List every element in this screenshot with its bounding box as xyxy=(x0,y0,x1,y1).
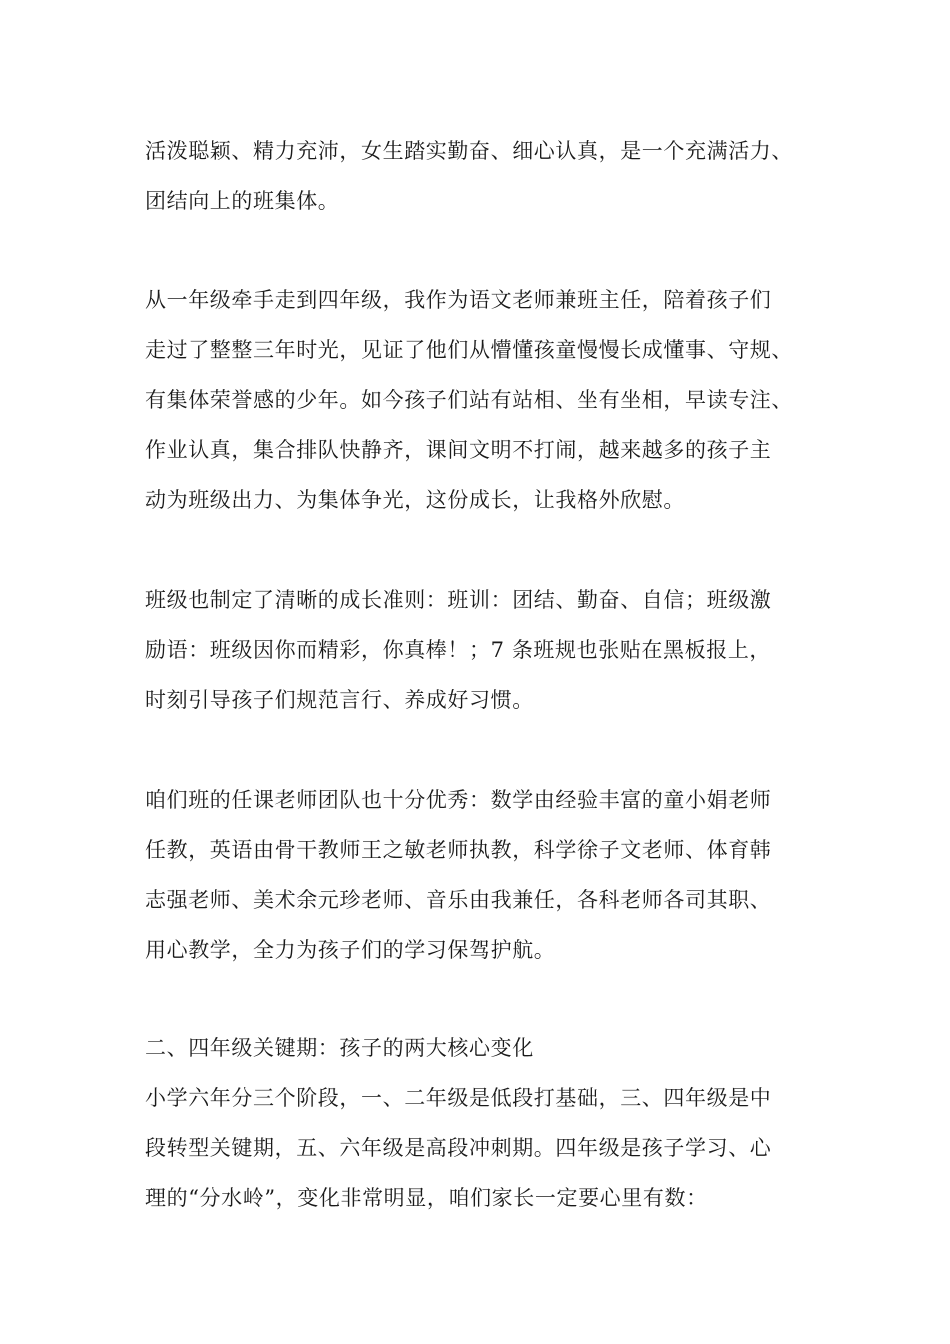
text-line: 任教，英语由骨干教师王之敏老师执教，科学徐子文老师、体育韩 xyxy=(145,838,772,862)
text-line: 用心教学，全力为孩子们的学习保驾护航。 xyxy=(145,938,556,962)
text-line: 小学六年分三个阶段，一、二年级是低段打基础，三、四年级是中 xyxy=(145,1086,772,1110)
section-heading: 二、四年级关键期：孩子的两大核心变化 xyxy=(145,1036,534,1060)
text-line: 有集体荣誉感的少年。如今孩子们站有站相、坐有坐相，早读专注、 xyxy=(145,388,793,412)
paragraph-teacher-journey xyxy=(145,275,845,525)
text-line: 活泼聪颖、精力充沛，女生踏实勤奋、细心认真，是一个充满活力、 xyxy=(145,139,793,163)
section-key-period xyxy=(145,1023,845,1223)
paragraph-class-rules xyxy=(145,575,845,725)
text-line: 班级也制定了清晰的成长准则：班训：团结、勤奋、自信；班级激 xyxy=(145,588,772,612)
text-line: 作业认真，集合排队快静齐，课间文明不打闹，越来越多的孩子主 xyxy=(145,438,772,462)
text-line: 团结向上的班集体。 xyxy=(145,189,340,213)
text-line: 咱们班的任课老师团队也十分优秀：数学由经验丰富的童小娟老师 xyxy=(145,788,772,812)
text-line: 时刻引导孩子们规范言行、养成好习惯。 xyxy=(145,688,534,712)
text-line: 从一年级牵手走到四年级，我作为语文老师兼班主任，陪着孩子们 xyxy=(145,288,772,312)
paragraph-class-intro xyxy=(145,126,845,226)
paragraph-teaching-team xyxy=(145,775,845,975)
text-line: 励语：班级因你而精彩，你真棒！；7 条班规也张贴在黑板报上， xyxy=(145,638,772,662)
text-line: 理的“分水岭”，变化非常明显，咱们家长一定要心里有数： xyxy=(145,1186,708,1210)
text-line: 段转型关键期，五、六年级是高段冲刺期。四年级是孩子学习、心 xyxy=(145,1136,772,1160)
text-line: 动为班级出力、为集体争光，这份成长，让我格外欣慰。 xyxy=(145,488,685,512)
text-line: 走过了整整三年时光，见证了他们从懵懂孩童慢慢长成懂事、守规、 xyxy=(145,338,793,362)
text-line: 志强老师、美术余元珍老师、音乐由我兼任，各科老师各司其职、 xyxy=(145,888,772,912)
